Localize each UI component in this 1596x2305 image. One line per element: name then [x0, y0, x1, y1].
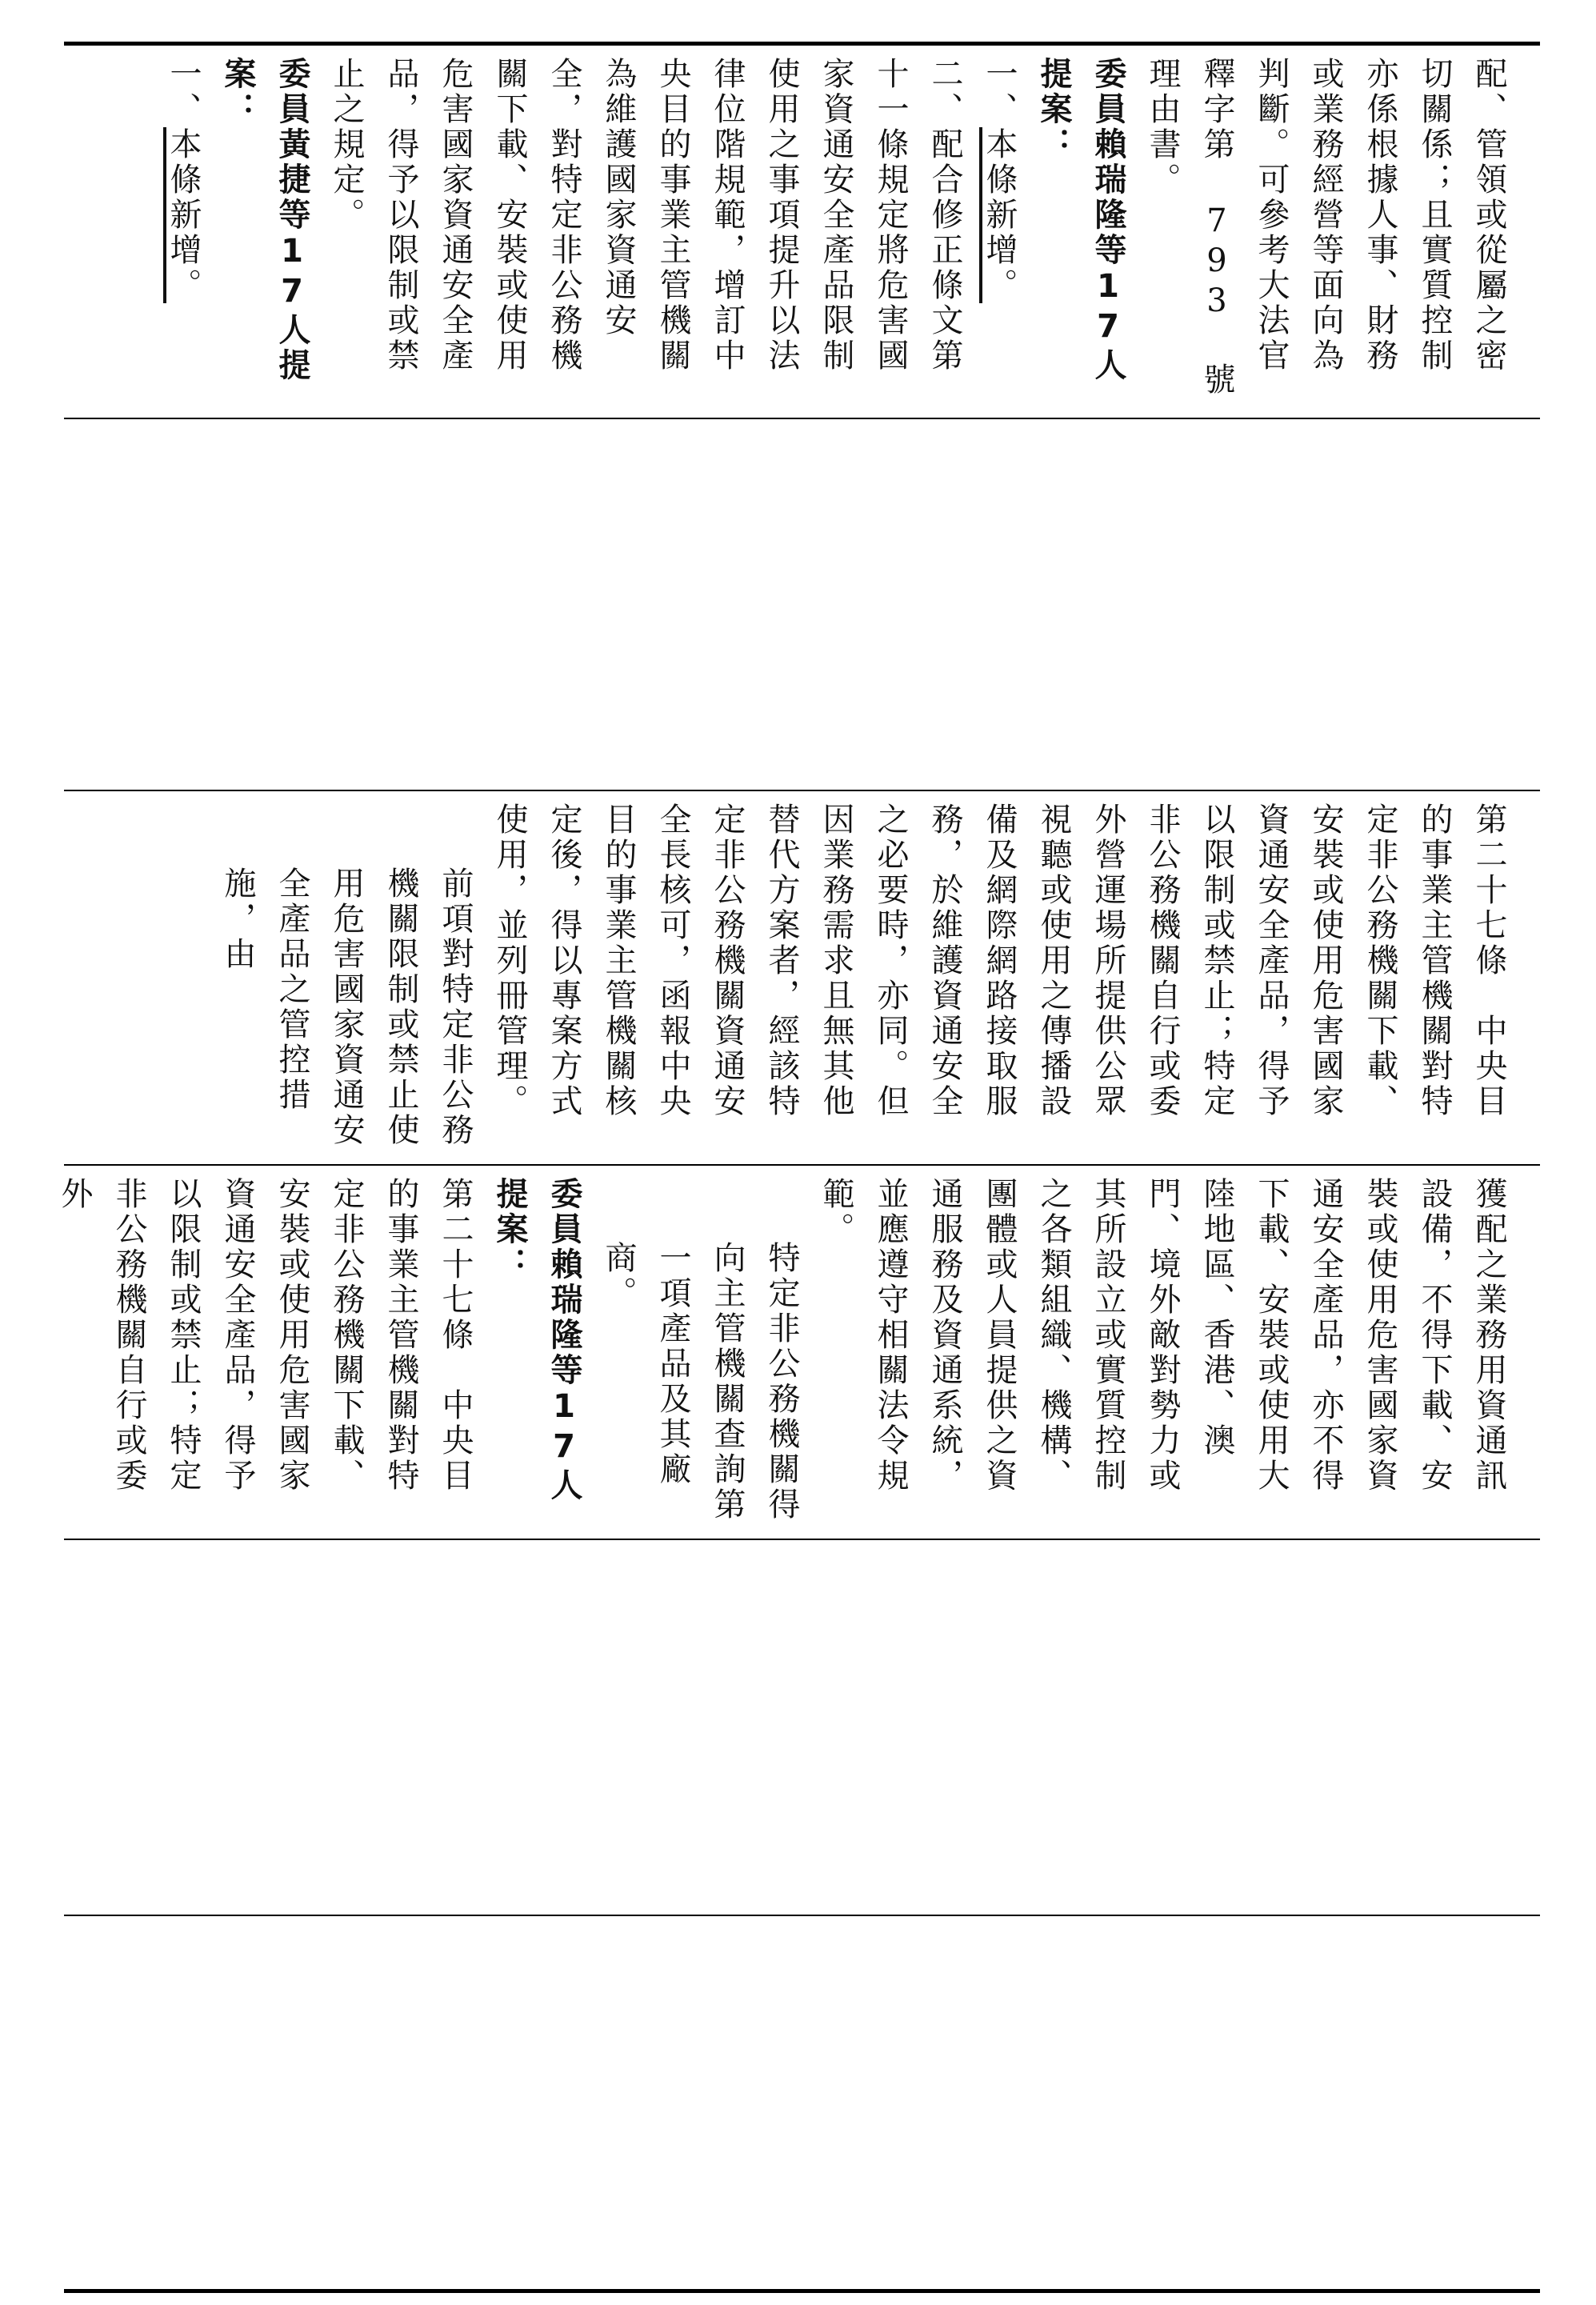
new-article-note: 本條新增。: [165, 127, 202, 303]
proposal-item: 二、配合修正條文第十一條規定將危害國家資通安全產品限制使用之事項提升以法律位階規範，增訂中央目的事業主管機關為維護國家資通安全，對特定非公務機關下載、安裝或使用危害國家資通安全產品，得予以限制或禁止之規定。: [328, 57, 963, 374]
proposal-item: 一、本條新增。: [981, 57, 1018, 303]
proposal-paragraph: 獲配之業務用資通訊設備，不得下載、安裝或使用危害國家資通安全產品，亦不得下載、安裝或使用大陸地區、香港、澳門、境外敵對勢力或其所設立或實質控制之各類組織、機構、團體或人員提供之資通服務及資通系統，並應遵守相關法令規範。: [818, 1177, 1507, 1494]
proposal-paragraph: 特定非公務機關得向主管機關查詢第一項產品及其廠商。: [600, 1241, 800, 1523]
proposal-item: 一、本條新增。: [165, 57, 202, 303]
article-text: [88, 802, 1516, 1153]
article-cell: [64, 791, 1540, 1164]
article-paragraph: 前項對特定非公務機關限制或禁止使用危害國家資通安全產品之管控措施，由: [219, 866, 474, 1148]
proposal-title: 委員黃捷等17人提案：: [219, 57, 310, 383]
proposal-cell: [56, 1166, 1540, 1539]
proposal-title: 委員賴瑞隆等17人提案：: [1035, 57, 1126, 383]
proposal-text: [56, 1177, 1516, 1527]
explanation-cell: [64, 46, 1540, 418]
empty-cell: [64, 1540, 1540, 1915]
empty-cell: [64, 1916, 1540, 2289]
empty-cell: [64, 419, 1540, 790]
new-article-note: 本條新增。: [981, 127, 1018, 303]
proposal-paragraph: 第二十七條 中央目的事業主管機關對特定非公務機關下載、安裝或使用危害國家資通安全產品，得予以限制或禁止；特定非公務機關自行或委外: [56, 1177, 474, 1494]
explanation-paragraph: 配、管領或從屬之密切關係；且實質控制亦係根據人事、財務或業務經營等面向為判斷。可參考大法官釋字第 793 號理由書。: [1144, 57, 1507, 398]
table-bottom-rule: [64, 2289, 1540, 2293]
article-paragraph: 第二十七條 中央目的事業主管機關對特定非公務機關下載、安裝或使用危害國家資通安全產品，得予以限制或禁止；特定非公務機關自行或委外營運場所提供公眾視聽或使用之傳播設備及網際網路接取服務，於維護資通安全之必要時，亦同。但因業務需求且無其他替代方案者，經該特定非公務機關資通安全長核可，函報中央目的事業主管機關核定後，得以專案方式使用，並列冊管理。: [491, 802, 1507, 1119]
proposal-title: 委員賴瑞隆等17人提案：: [491, 1177, 582, 1503]
explanation-text: [88, 57, 1516, 406]
